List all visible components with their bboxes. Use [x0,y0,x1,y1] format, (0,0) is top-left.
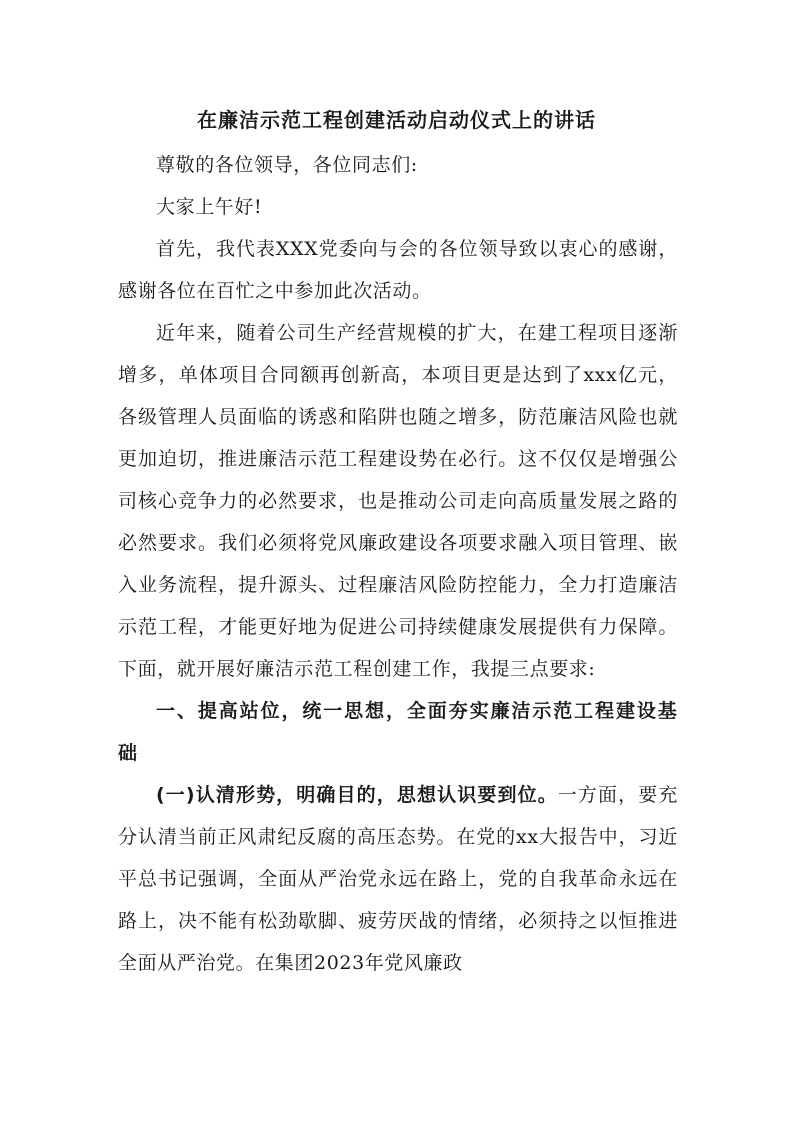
salutation: 尊敬的各位领导，各位同志们: [156,154,418,176]
subsection-lead: (一)认清形势，明确目的，思想认识要到位。 [156,784,558,806]
document-title: 在廉洁示范工程创建活动启动仪式上的讲话 [197,108,596,132]
subsection-text: 一方面，要充分认清当前正风肃纪反腐的高压态势。在党的xx大报告中，习近平总书记强调，全面从严治党永远在路上，党的自我革命永远在路上，决不能有松劲歇脚、疲劳厌战的情绪，必须持之以恒推进全面从严治党。在集团2023年党风廉政 [118,784,678,974]
paragraph-thanks: 首先，我代表XXX党委向与会的各位领导致以衷心的感谢，感谢各位在百忙之中参加此次活动。 [118,238,678,302]
paragraph-background: 近年来，随着公司生产经营规模的扩大，在建工程项目逐渐增多，单体项目合同额再创新高，本项目更是达到了xxx亿元，各级管理人员面临的诱惑和陷阱也随之增多，防范廉洁风险也就更加迫切，推进廉洁示范工程建设势在必行。这不仅仅是增强公司核心竞争力的必然要求，也是推动公司走向高质量发展之路的必然要求。我们必须将党风廉政建设各项要求融入项目管理、嵌入业务流程，提升源头、过程廉洁风险防控能力，全力打造廉洁示范工程，才能更好地为促进公司持续健康发展提供有力保障。下面，就开展好廉洁示范工程创建工作，我提三点要求: [118,322,678,680]
document-body [118,144,678,984]
greeting: 大家上午好! [156,196,263,218]
section-heading: 一、提高站位，统一思想，全面夯实廉洁示范工程建设基础 [118,700,678,764]
subsection-paragraph [118,774,678,984]
